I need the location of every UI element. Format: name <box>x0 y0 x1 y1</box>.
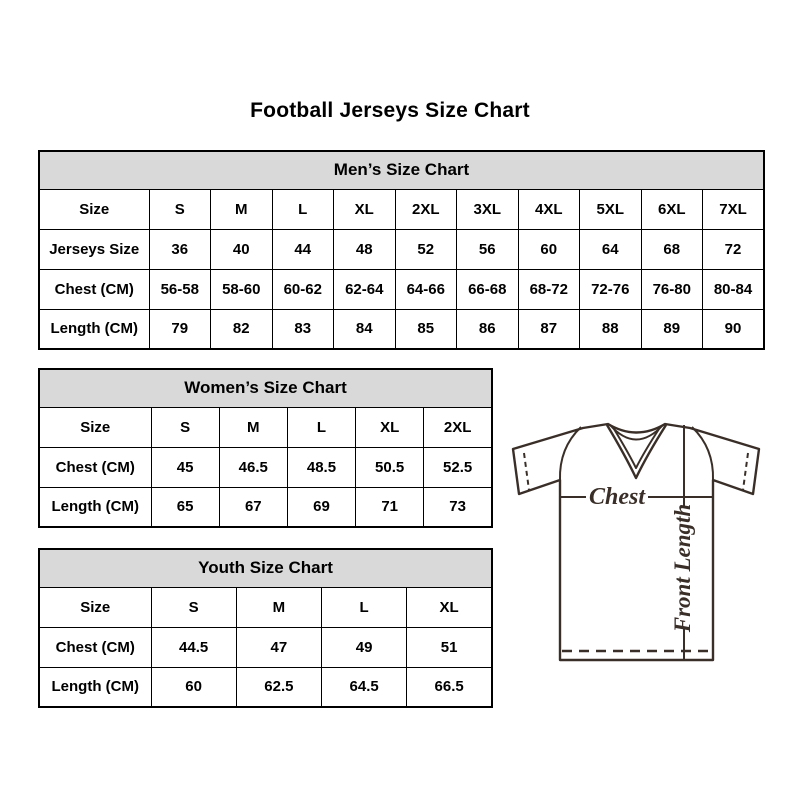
size-value-cell: 64-66 <box>395 269 457 309</box>
size-value-cell: M <box>211 189 273 229</box>
size-value-cell: 48.5 <box>287 447 355 487</box>
size-value-cell: 44.5 <box>151 627 236 667</box>
table-row <box>39 309 764 349</box>
youth-size-table <box>38 548 493 708</box>
jersey-outline <box>513 424 759 660</box>
size-value-cell: 62-64 <box>334 269 396 309</box>
size-value-cell: 72 <box>703 229 765 269</box>
row-label-cell: Chest (CM) <box>39 269 149 309</box>
size-value-cell: 52 <box>395 229 457 269</box>
size-value-cell: XL <box>356 407 424 447</box>
size-value-cell: 56 <box>457 229 519 269</box>
size-value-cell: 48 <box>334 229 396 269</box>
size-value-cell: 47 <box>236 627 321 667</box>
size-value-cell: 90 <box>703 309 765 349</box>
youth-table-header: Youth Size Chart <box>39 549 492 587</box>
table-row <box>39 587 492 627</box>
sleeve-cuff-dash-right <box>743 453 748 490</box>
size-value-cell: S <box>151 587 236 627</box>
table-row <box>39 447 492 487</box>
size-value-cell: 58-60 <box>211 269 273 309</box>
front-length-label: Front Length <box>670 503 695 633</box>
size-value-cell: L <box>287 407 355 447</box>
size-value-cell: 44 <box>272 229 334 269</box>
size-value-cell: 64.5 <box>322 667 407 707</box>
table-row <box>39 487 492 527</box>
size-value-cell: 60 <box>151 667 236 707</box>
size-value-cell: 36 <box>149 229 211 269</box>
size-value-cell: 51 <box>407 627 492 667</box>
size-value-cell: 76-80 <box>641 269 703 309</box>
size-value-cell: 60-62 <box>272 269 334 309</box>
size-value-cell: XL <box>407 587 492 627</box>
row-label-cell: Jerseys Size <box>39 229 149 269</box>
size-value-cell: 5XL <box>580 189 642 229</box>
size-value-cell: 68 <box>641 229 703 269</box>
size-value-cell: 3XL <box>457 189 519 229</box>
table-row <box>39 627 492 667</box>
size-value-cell: 82 <box>211 309 273 349</box>
size-value-cell: 87 <box>518 309 580 349</box>
size-value-cell: 50.5 <box>356 447 424 487</box>
size-value-cell: 46.5 <box>219 447 287 487</box>
size-value-cell: 4XL <box>518 189 580 229</box>
size-value-cell: 66-68 <box>457 269 519 309</box>
size-value-cell: 86 <box>457 309 519 349</box>
row-label-cell: Size <box>39 407 151 447</box>
mens-size-table <box>38 150 765 350</box>
size-value-cell: XL <box>334 189 396 229</box>
size-value-cell: S <box>149 189 211 229</box>
size-value-cell: 64 <box>580 229 642 269</box>
size-value-cell: M <box>219 407 287 447</box>
size-value-cell: 52.5 <box>424 447 492 487</box>
chest-label: Chest <box>588 484 646 510</box>
table-row <box>39 407 492 447</box>
size-value-cell: 84 <box>334 309 396 349</box>
size-value-cell: 68-72 <box>518 269 580 309</box>
size-value-cell: 62.5 <box>236 667 321 707</box>
size-value-cell: 60 <box>518 229 580 269</box>
size-value-cell: 83 <box>272 309 334 349</box>
size-value-cell: 71 <box>356 487 424 527</box>
size-value-cell: 67 <box>219 487 287 527</box>
size-value-cell: 85 <box>395 309 457 349</box>
row-label-cell: Size <box>39 189 149 229</box>
size-value-cell: 79 <box>149 309 211 349</box>
size-value-cell: S <box>151 407 219 447</box>
size-value-cell: 7XL <box>703 189 765 229</box>
size-value-cell: 80-84 <box>703 269 765 309</box>
sleeve-cuff-dash-left <box>524 453 529 490</box>
table-row <box>39 189 764 229</box>
size-value-cell: 66.5 <box>407 667 492 707</box>
womens-size-table <box>38 368 493 528</box>
row-label-cell: Chest (CM) <box>39 627 151 667</box>
size-value-cell: 2XL <box>424 407 492 447</box>
size-value-cell: 65 <box>151 487 219 527</box>
table-row <box>39 229 764 269</box>
table-row <box>39 667 492 707</box>
size-value-cell: L <box>322 587 407 627</box>
size-value-cell: 69 <box>287 487 355 527</box>
table-row <box>39 269 764 309</box>
size-value-cell: M <box>236 587 321 627</box>
size-value-cell: 49 <box>322 627 407 667</box>
size-value-cell: 72-76 <box>580 269 642 309</box>
mens-table-header: Men’s Size Chart <box>39 151 764 189</box>
jersey-diagram <box>502 408 770 670</box>
size-value-cell: 56-58 <box>149 269 211 309</box>
size-value-cell: 45 <box>151 447 219 487</box>
size-value-cell: 40 <box>211 229 273 269</box>
size-value-cell: 2XL <box>395 189 457 229</box>
row-label-cell: Length (CM) <box>39 309 149 349</box>
womens-table-header: Women’s Size Chart <box>39 369 492 407</box>
size-value-cell: 89 <box>641 309 703 349</box>
size-value-cell: L <box>272 189 334 229</box>
page-title: Football Jerseys Size Chart <box>250 99 530 122</box>
row-label-cell: Length (CM) <box>39 667 151 707</box>
size-value-cell: 73 <box>424 487 492 527</box>
row-label-cell: Chest (CM) <box>39 447 151 487</box>
size-value-cell: 6XL <box>641 189 703 229</box>
size-value-cell: 88 <box>580 309 642 349</box>
row-label-cell: Size <box>39 587 151 627</box>
row-label-cell: Length (CM) <box>39 487 151 527</box>
